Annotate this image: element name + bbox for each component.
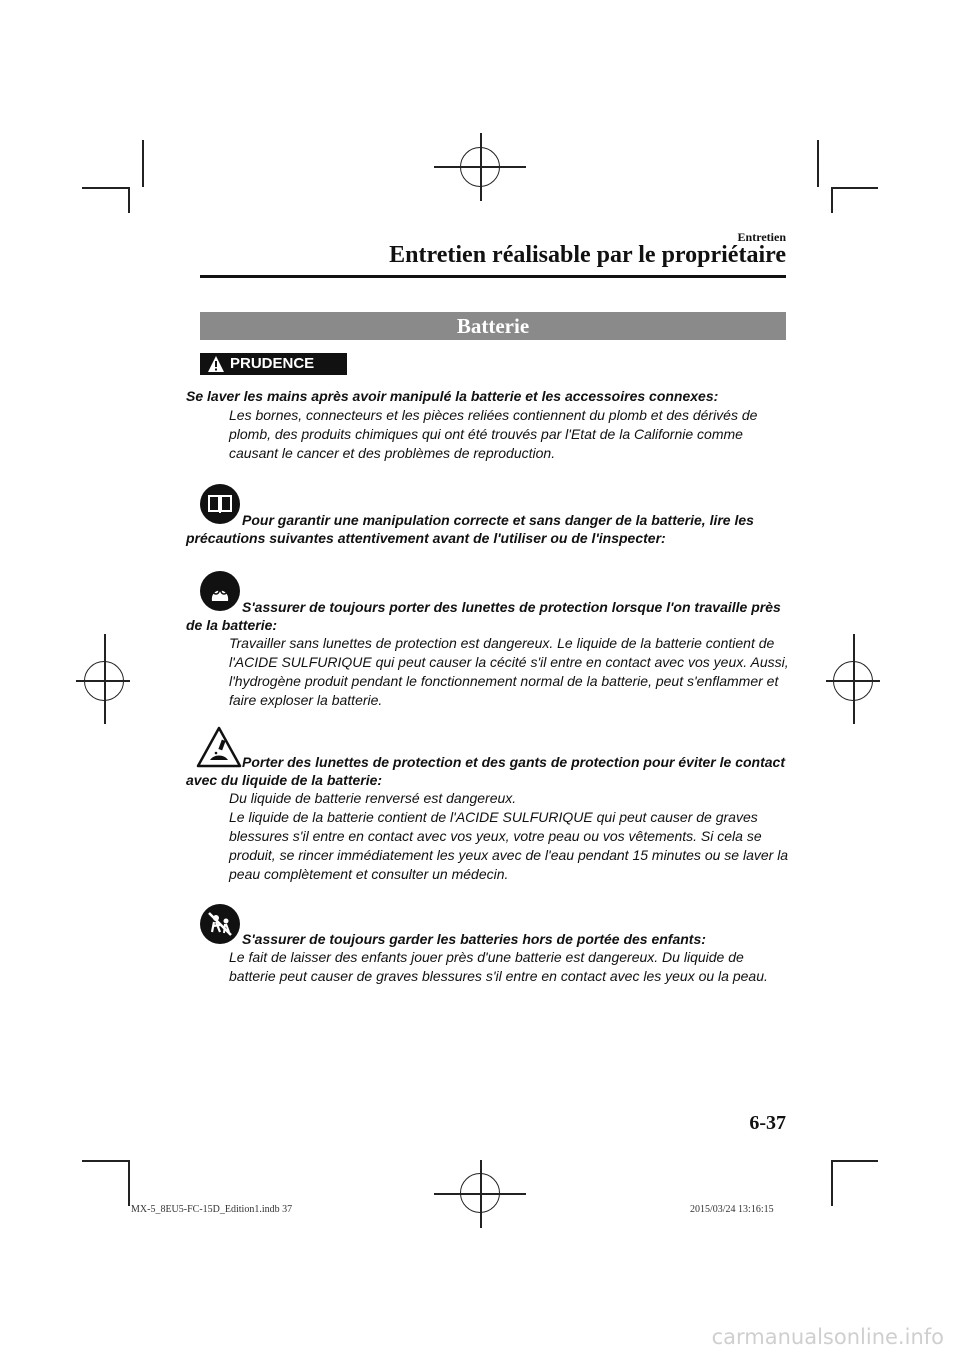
block-heading: S'assurer de toujours garder les batteries hors de portée des enfants: [242,931,706,947]
block-heading: Se laver les mains après avoir manipulé la batterie et les accessoires connexes: [186,388,719,404]
watermark: carmanualsonline.info [711,1325,944,1349]
block-body-line: Du liquide de batterie renversé est dangereux. [229,790,517,806]
section-label: Entretien [737,230,786,244]
block-heading: Pour garantir une manipulation correcte et sans danger de la batterie, lire les précautions suivantes attentivement avant de l'utiliser ou de l'inspecter: [186,512,754,546]
block-heading: S'assurer de toujours porter des lunettes de protection lorsque l'on travaille près de la batterie: [186,599,781,633]
warning-triangle-icon [207,355,225,373]
block-body: Les bornes, connecteurs et les pièces reliées contiennent du plomb et des dérivés de plomb, des produits chimiques qui ont été trouvés par l'Etat de la Californie comme causant le cancer et des problèmes de reproduction. [229,407,758,461]
caution-label: PRUDENCE [230,355,315,372]
page-number: 6-37 [749,1112,786,1134]
title-rule [200,275,786,278]
section-band: Batterie [200,312,786,340]
block-body-line: Le liquide de la batterie contient de l'ACIDE SULFURIQUE qui peut causer de graves blessures s'il entre en contact avec vos yeux, votre peau ou vos vêtements. Si cela se produit, se rincer immédiatement les yeux avec de l'eau pendant 15 minutes ou se laver la peau complètement et consulter un médecin. [229,809,789,882]
block-body: Travailler sans lunettes de protection est dangereux. Le liquide de la batterie contient de l'ACIDE SULFURIQUE qui peut causer la cécité s'il entre en contact avec vos yeux. Aussi, l'hydrogène produit pendant le fonctionnement normal de la batterie, peut s'enflammer et faire exploser la batterie. [229,635,789,708]
chapter-title: Entretien réalisable par le propriétaire [389,242,786,268]
block-body: Le fait de laisser des enfants jouer près d'une batterie est dangereux. Du liquide de batterie peut causer de graves blessures s'il entre en contact avec les yeux ou la peau. [229,949,768,984]
caution-badge [200,353,347,375]
block-heading: Porter des lunettes de protection et des gants de protection pour éviter le contact avec du liquide de la batterie: [186,754,785,788]
footer-timestamp: 2015/03/24 13:16:15 [690,1204,774,1215]
footer-file-name: MX-5_8EU5-FC-15D_Edition1.indb 37 [131,1204,293,1215]
